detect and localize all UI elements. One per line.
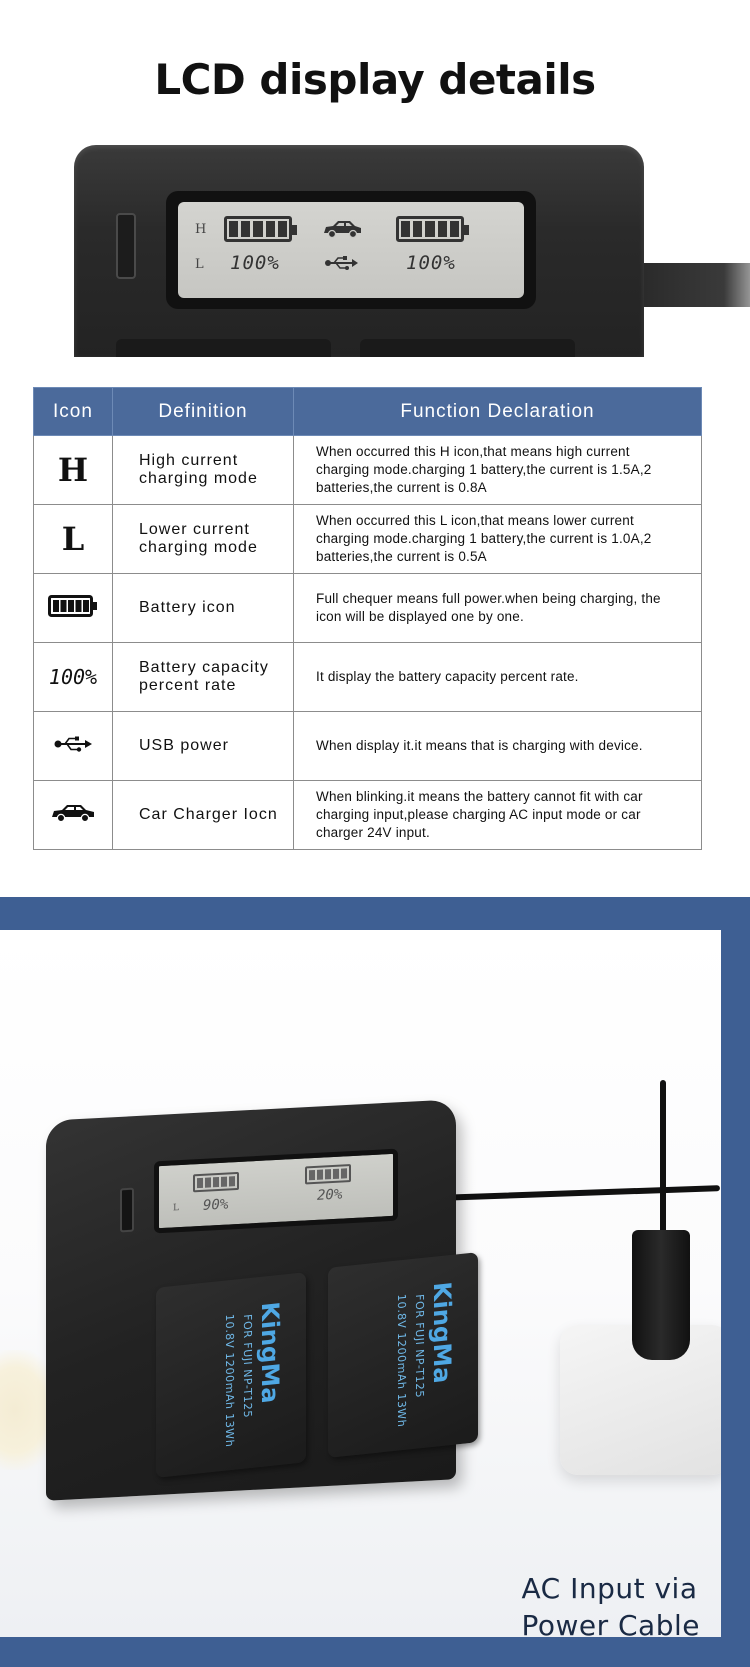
- charger-cable: [640, 263, 750, 307]
- battery-left: [156, 1272, 306, 1478]
- table-row: [34, 781, 702, 850]
- battery-right: [328, 1252, 478, 1458]
- charger-button: [120, 1188, 134, 1233]
- function-cell: When display it.it means that is charging with device.: [294, 712, 702, 781]
- header-definition: Definition: [113, 388, 294, 436]
- table-row: [34, 712, 702, 781]
- lcd-left-battery-icon: [224, 216, 292, 242]
- product-photo-frame: [0, 897, 750, 1667]
- power-cable: [440, 1185, 720, 1201]
- caption-line-2: Power Cable: [521, 1609, 700, 1642]
- usb-icon: [53, 735, 93, 753]
- lcd-h-letter: H: [195, 222, 207, 237]
- percent-icon: 100%: [48, 665, 98, 689]
- l-letter-icon: L: [61, 520, 85, 558]
- lcd-usb-icon: [324, 255, 358, 271]
- battery-model: FOR FUJI NP-T125: [413, 1293, 426, 1399]
- definition-cell: Lower current charging mode: [113, 505, 294, 574]
- charger-lcd-right-battery-icon: [305, 1164, 351, 1184]
- charger-side-button: [116, 213, 136, 279]
- function-cell: When occurred this L icon,that means lower current charging mode.charging 1 battery,the current is 1.0A,2 batteries,the current is 0.5A: [294, 505, 702, 574]
- lcd-car-icon: [320, 218, 364, 240]
- power-plug: [632, 1230, 690, 1360]
- battery-icon: [48, 595, 98, 617]
- function-cell: When blinking.it means the battery cannot fit with car charging input,please charging AC input mode or car charger 24V input.: [294, 781, 702, 850]
- lcd-l-letter: L: [195, 257, 204, 272]
- function-cell: When occurred this H icon,that means high current charging mode.charging 1 battery,the current is 1.5A,2 batteries,the current is 0.8A: [294, 436, 702, 505]
- table-row: [34, 574, 702, 643]
- charger-lcd-l: L: [173, 1203, 179, 1214]
- charger-lcd: [154, 1149, 398, 1234]
- function-cell: It display the battery capacity percent rate.: [294, 643, 702, 712]
- lcd-device-photo: [74, 145, 644, 357]
- definition-cell: Battery capacity percent rate: [113, 643, 294, 712]
- charger-lcd-left-battery-icon: [193, 1172, 239, 1192]
- dual-charger: [46, 1110, 456, 1490]
- lcd-icon-table: [33, 387, 702, 850]
- function-cell: Full chequer means full power.when being charging, the icon will be displayed one by one.: [294, 574, 702, 643]
- battery-brand: KingMa: [428, 1280, 456, 1385]
- battery-brand: KingMa: [256, 1300, 284, 1405]
- definition-cell: Battery icon: [113, 574, 294, 643]
- photo-caption: [521, 1570, 700, 1644]
- lcd-right-battery-icon: [396, 216, 464, 242]
- battery-model: FOR FUJI NP-T125: [241, 1313, 254, 1419]
- lcd-left-percent: 100%: [230, 252, 280, 274]
- header-icon: Icon: [34, 388, 113, 436]
- definition-cell: Car Charger Iocn: [113, 781, 294, 850]
- page-title: LCD display details: [154, 55, 596, 104]
- power-cable-vertical: [660, 1080, 666, 1240]
- table-row: [34, 643, 702, 712]
- lcd-screen: [178, 202, 524, 298]
- definition-cell: High current charging mode: [113, 436, 294, 505]
- caption-line-1: AC Input via: [521, 1572, 698, 1605]
- table-row: [34, 505, 702, 574]
- header-function: Function Declaration: [294, 388, 702, 436]
- charger-lcd-right-percent: 20%: [317, 1186, 343, 1204]
- battery-slot-left: [116, 339, 331, 357]
- h-letter-icon: H: [57, 451, 89, 489]
- product-photo: [0, 930, 721, 1637]
- battery-spec: 10.8V 1200mAh 13Wh: [395, 1293, 408, 1428]
- battery-spec: 10.8V 1200mAh 13Wh: [223, 1313, 236, 1448]
- definition-cell: USB power: [113, 712, 294, 781]
- battery-slot-right: [360, 339, 575, 357]
- charger-lcd-left-percent: 90%: [203, 1196, 229, 1214]
- car-icon: [50, 803, 96, 823]
- lcd-right-percent: 100%: [406, 252, 456, 274]
- table-row: [34, 436, 702, 505]
